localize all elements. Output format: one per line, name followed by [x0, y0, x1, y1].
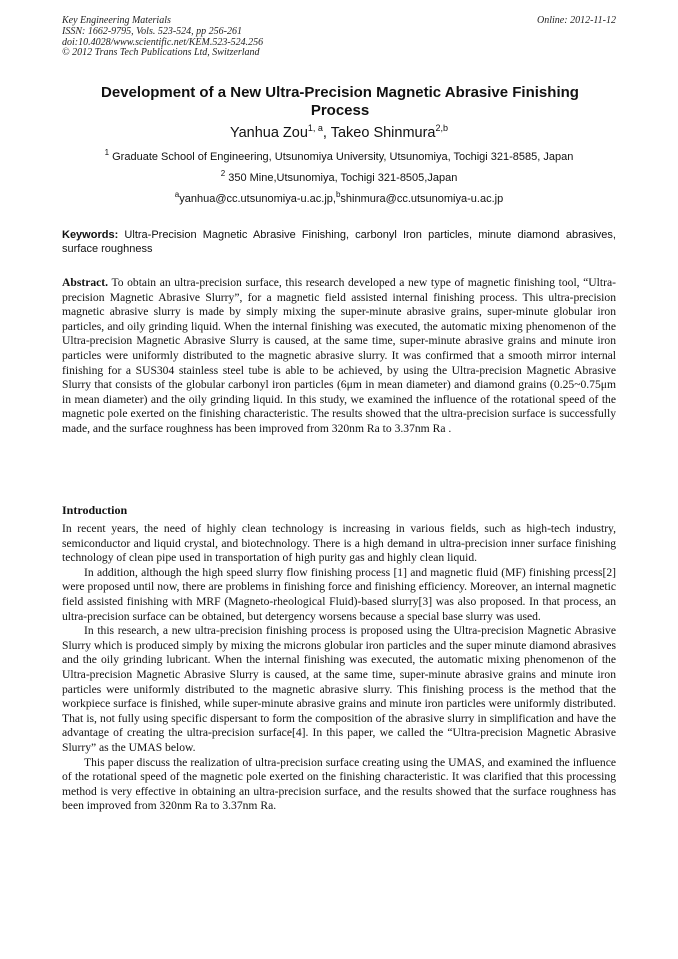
abstract-text: To obtain an ultra-precision surface, this research developed a new type of magnetic finishing tool, “Ultra-precision Magnetic Abrasive Slurry”, for a magnetic field assisted internal finishing process. This ultra-precision magnetic abrasive slurry is made by simply mixing the super-minute abrasive grains, super-minute globular iron particles, and oily grinding liquid. When the internal finishing was executed, the automatic mixing phenomenon of the Ultra-precision Magnetic Abrasive Slurry is caused, at the same time, super-minute abrasive grains and minute iron particles were uniformly distributed to the magnetic abrasive slurry. It was confirmed that a smooth mirror internal finishing for a SUS304 stainless steel tube is able to be achieved, by using the Ultra-precision Magnetic Abrasive Slurry that consists of the globular carbonyl iron particles (6μm in mean diameter) and diamond grains (0.25~0.75μm in mean diameter) and the oily grinding liquid. In this study, we examined the influence of the rotational speed of the magnetic pole exerted on the finishing characteristic. The results showed that the ultra-precision surface is successfully made, and the surface roughness has been improved from 320nm Ra to 3.37nm Ra .	[62, 276, 616, 435]
author-2-affiliation-mark: 2,b	[435, 123, 449, 133]
issn-line: ISSN: 1662-9795, Vols. 523-524, pp 256-261	[62, 25, 242, 37]
introduction-paragraph: This paper discuss the realization of ultra-precision surface creating using the UMAS, and examined the influence of the rotational speed of the magnetic pole exerted on the finishing characteristic. It was clarified that this processing method is very effective in obtaining an ultra-precision surface, and the results showed that the surface roughness has been improved from 320nm Ra to 3.37nm Ra.	[62, 755, 616, 813]
author-2: Takeo Shinmura	[330, 125, 436, 141]
affiliation-1-text: Graduate School of Engineering, Utsunomiya University, Utsunomiya, Tochigi 321-8585, Japan	[112, 151, 574, 163]
email-b-mark: b	[335, 190, 341, 199]
copyright-line: © 2012 Trans Tech Publications Ltd, Switzerland	[62, 47, 260, 59]
author-emails	[62, 192, 616, 206]
abstract-label: Abstract.	[62, 276, 109, 289]
abstract-section	[62, 276, 616, 437]
keywords-label: Keywords:	[62, 229, 119, 241]
journal-name: Key Engineering Materials	[62, 15, 171, 26]
introduction-body	[62, 522, 616, 814]
affiliation-2	[62, 171, 616, 185]
email-a-mark: a	[174, 190, 180, 199]
author-1-affiliation-mark: 1, a	[307, 123, 323, 133]
email-b: shinmura@cc.utsunomiya-u.ac.jp	[340, 193, 504, 205]
keywords-text: Ultra-Precision Magnetic Abrasive Finishing, carbonyl Iron particles, minute diamond abrasives, surface roughness	[62, 229, 616, 255]
author-1: Yanhua Zou	[229, 125, 308, 141]
introduction-heading: Introduction	[62, 503, 128, 517]
affiliation-2-text: 350 Mine,Utsunomiya, Tochigi 321-8505,Japan	[228, 172, 458, 184]
online-date: Online: 2012-11-12	[537, 15, 616, 26]
affiliation-2-mark: 2	[220, 169, 226, 178]
email-a: yanhua@cc.utsunomiya-u.ac.jp,	[179, 193, 336, 205]
doi-line: doi:10.4028/www.scientific.net/KEM.523-524.256	[62, 36, 264, 48]
affiliation-1	[62, 150, 616, 164]
introduction-paragraph: In this research, a new ultra-precision finishing process is proposed using the Ultra-precision Magnetic Abrasive Slurry which is produced simply by mixing the microns globular iron particles and the super minute diamond abrasives and the oily grinding lubricant. When the internal finishing was executed, the automatic mixing phenomenon of the Ultra-precision Magnetic Abrasive Slurry is caused, at the same time, super-minute abrasive grains and minute iron particles were uniformly distributed to the magnetic abrasive slurry. This finishing process is the method that the workpiece surface is finished, while super-minute abrasive grains and minute iron particles were uniformly distributed. That is, not fully using specific dispersant to form the composition of the abrasive slurry in simplification and have the advantage of creating the ultra-precision surface[4]. In this paper, we called the “Ultra-precision Magnetic Abrasive Slurry” as the UMAS below.	[62, 624, 616, 754]
author-list	[62, 124, 616, 142]
introduction-paragraph: In recent years, the need of highly clean technology is increasing in various fields, such as high-tech industry, semiconductor and liquid crystal, and biotechnology. There is a high demand in ultra-precision inner surface finishing technology of clean pipe used in transportation of high purity gas and highly clean liquid.	[62, 522, 616, 565]
keywords-section	[62, 228, 616, 256]
affiliation-1-mark: 1	[104, 148, 110, 157]
paper-title: Development of a New Ultra-Precision Magnetic Abrasive Finishing Process	[101, 84, 579, 119]
author-separator: ,	[322, 125, 331, 141]
introduction-paragraph: In addition, although the high speed slurry flow finishing process [1] and magnetic fluid (MF) finishing prcess[2] were proposed until now, there are problems in finishing force and finishing efficiency. Moreover, an internal magnetic field assisted finishing with MRF (Magneto-rheological Fluid)-based slurry[3] was also proposed. In that process, an ultra-precision surface can be obtained, but detergency worsens because a special base slurry was used.	[62, 565, 616, 623]
journal-header	[62, 16, 616, 59]
